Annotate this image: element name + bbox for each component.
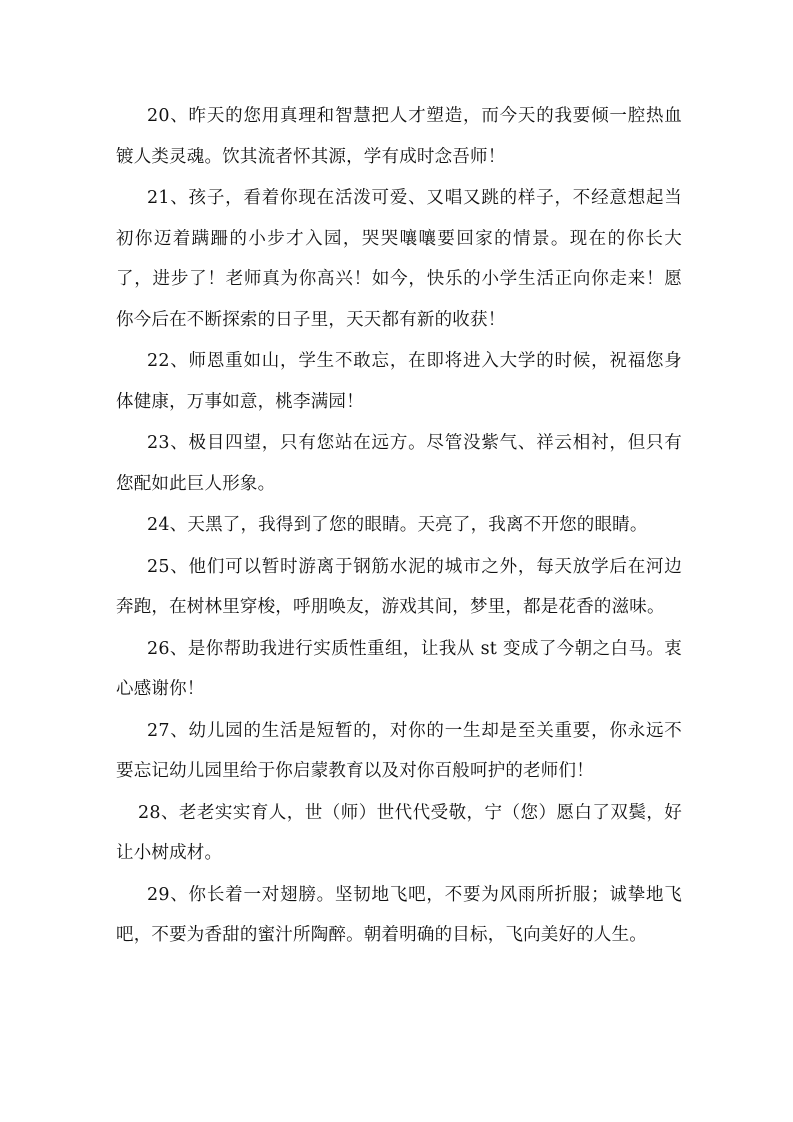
paragraph-29: 29、你长着一对翅膀。坚韧地飞吧，不要为风雨所折服；诚挚地飞吧，不要为香甜的蜜汁所陶醉。朝着明确的目标，飞向美好的人生。 (116, 884, 682, 945)
paragraph-24: 24、天黑了，我得到了您的眼睛。天亮了，我离不开您的眼睛。 (147, 515, 648, 535)
paragraph-28: 28、老老实实育人，世（师）世代代受敬，宁（您）愿白了双鬓，好让小树成材。 (116, 802, 682, 863)
paragraph-25: 25、他们可以暂时游离于钢筋水泥的城市之外，每天放学后在河边奔跑，在树林里穿梭，呼朋唤友，游戏其间，梦里，都是花香的滋味。 (116, 556, 682, 617)
paragraph-20: 20、昨天的您用真理和智慧把人才塑造，而今天的我要倾一腔热血镀人类灵魂。饮其流者怀其源，学有成时念吾师！ (116, 106, 682, 167)
paragraph-26: 26、是你帮助我进行实质性重组，让我从 st 变成了今朝之白马。衷心感谢你！ (116, 638, 682, 699)
paragraph-23: 23、极目四望，只有您站在远方。尽管没紫气、祥云相衬，但只有您配如此巨人形象。 (116, 433, 682, 494)
paragraph-21: 21、孩子，看着你现在活泼可爱、又唱又跳的样子，不经意想起当初你迈着蹒跚的小步才入园，哭哭嚷嚷要回家的情景。现在的你长大了，进步了！老师真为你高兴！如今，快乐的小学生活正向你走来！愿你今后在不断探索的日子里，天天都有新的收获！ (116, 188, 682, 330)
paragraph-27: 27、幼儿园的生活是短暂的，对你的一生却是至关重要，你永远不要忘记幼儿园里给于你启蒙教育以及对你百般呵护的老师们！ (116, 720, 682, 781)
document-body (116, 96, 682, 957)
paragraph-22: 22、师恩重如山，学生不敢忘，在即将进入大学的时候，祝福您身体健康，万事如意，桃李满园！ (116, 351, 682, 412)
